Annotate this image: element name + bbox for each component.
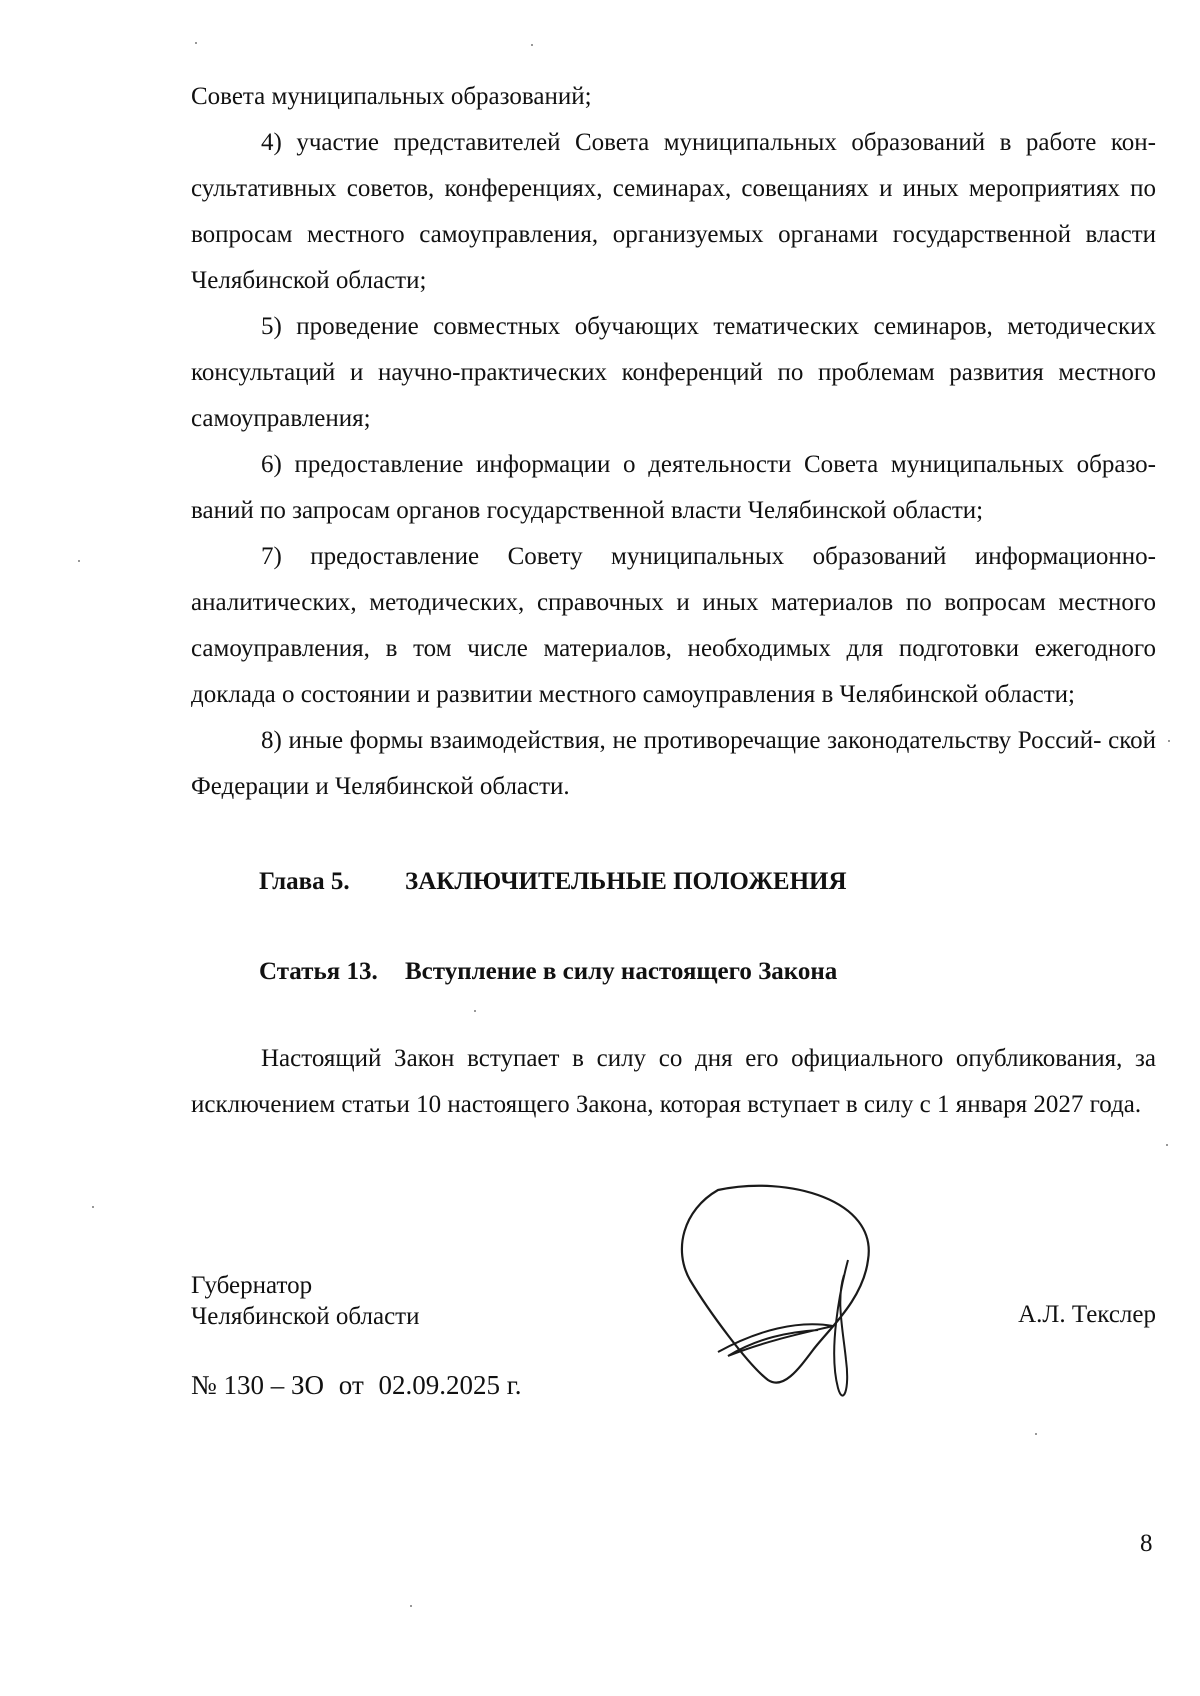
scan-speck xyxy=(92,1206,94,1208)
scan-speck xyxy=(1168,740,1170,742)
paragraph-rest: аналитических, методических, справочных и иных материалов по вопросам местного самоуправления, в том числе материалов, необходимых для подготовки ежегодного доклада о состоянии и развитии местного самоуправления в Челябинской области; xyxy=(191,589,1156,708)
registration-date: 02.09.2025 г. xyxy=(378,1370,522,1400)
scan-speck xyxy=(78,560,80,562)
paragraph-item-4 xyxy=(191,120,1156,304)
paragraph-first-line: 7) предоставление Совету муниципальных образований информационно- xyxy=(261,543,1156,570)
paragraph-item-6 xyxy=(191,442,1156,534)
paragraph-item-8 xyxy=(191,718,1156,810)
scan-speck xyxy=(195,42,197,44)
article-heading xyxy=(259,958,837,986)
chapter-number: Глава 5. xyxy=(259,868,350,895)
paragraph-rest: ваний по запросам органов государственной власти Челябинской области; xyxy=(191,497,984,524)
signatory-position-line1: Губернатор xyxy=(191,1272,313,1299)
registration-line xyxy=(191,1370,530,1401)
paragraph-text: Совета муниципальных образований; xyxy=(191,83,592,110)
body-text xyxy=(191,74,1156,810)
registration-from: от xyxy=(338,1370,364,1400)
scan-speck xyxy=(474,1010,476,1012)
paragraph-rest: ской Федерации и Челябинской области. xyxy=(191,727,1157,800)
paragraph-first-line: 5) проведение совместных обучающих тематических семинаров, методических xyxy=(261,313,1156,340)
chapter-heading xyxy=(259,868,847,896)
paragraph-continuation xyxy=(191,74,1156,120)
article-number: Статья 13. xyxy=(259,958,378,985)
signatory-position-line2: Челябинской области xyxy=(191,1303,420,1330)
signature-icon xyxy=(668,1180,898,1410)
paragraph-first-line: 8) иные формы взаимодействия, не противоречащие законодательству Россий- xyxy=(261,727,1102,754)
scan-speck xyxy=(1035,1433,1037,1435)
paragraph-first-line: 6) предоставление информации о деятельности Совета муниципальных образо- xyxy=(261,451,1156,478)
chapter-title: ЗАКЛЮЧИТЕЛЬНЫЕ ПОЛОЖЕНИЯ xyxy=(405,868,847,895)
scan-speck xyxy=(531,44,533,46)
registration-number: № 130 – ЗО xyxy=(191,1370,325,1400)
paragraph-item-5 xyxy=(191,304,1156,442)
scan-speck xyxy=(1166,1144,1168,1146)
article-text: Настоящий Закон вступает в силу со дня его официального опубликования, за исключением статьи 10 настоящего Закона, которая вступает в силу с 1 января 2027 года. xyxy=(191,1045,1156,1118)
article-body xyxy=(191,1036,1156,1128)
article-title: Вступление в силу настоящего Закона xyxy=(405,958,838,985)
paragraph-item-7 xyxy=(191,534,1156,718)
scan-speck xyxy=(410,1605,412,1607)
paragraph-first-line: 4) участие представителей Совета муниципальных образований в работе кон- xyxy=(261,129,1156,156)
page-number: 8 xyxy=(1140,1530,1153,1557)
signatory-name: А.Л. Текслер xyxy=(1018,1301,1156,1328)
paragraph-rest: консультаций и научно-практических конференций по проблемам развития местного самоуправления; xyxy=(191,359,1156,432)
signatory-position xyxy=(191,1270,419,1332)
paragraph-rest: сультативных советов, конференциях, семинарах, совещаниях и иных мероприятиях по вопросам местного самоуправления, организуемых органами государственной власти Челябинской области; xyxy=(191,175,1156,294)
